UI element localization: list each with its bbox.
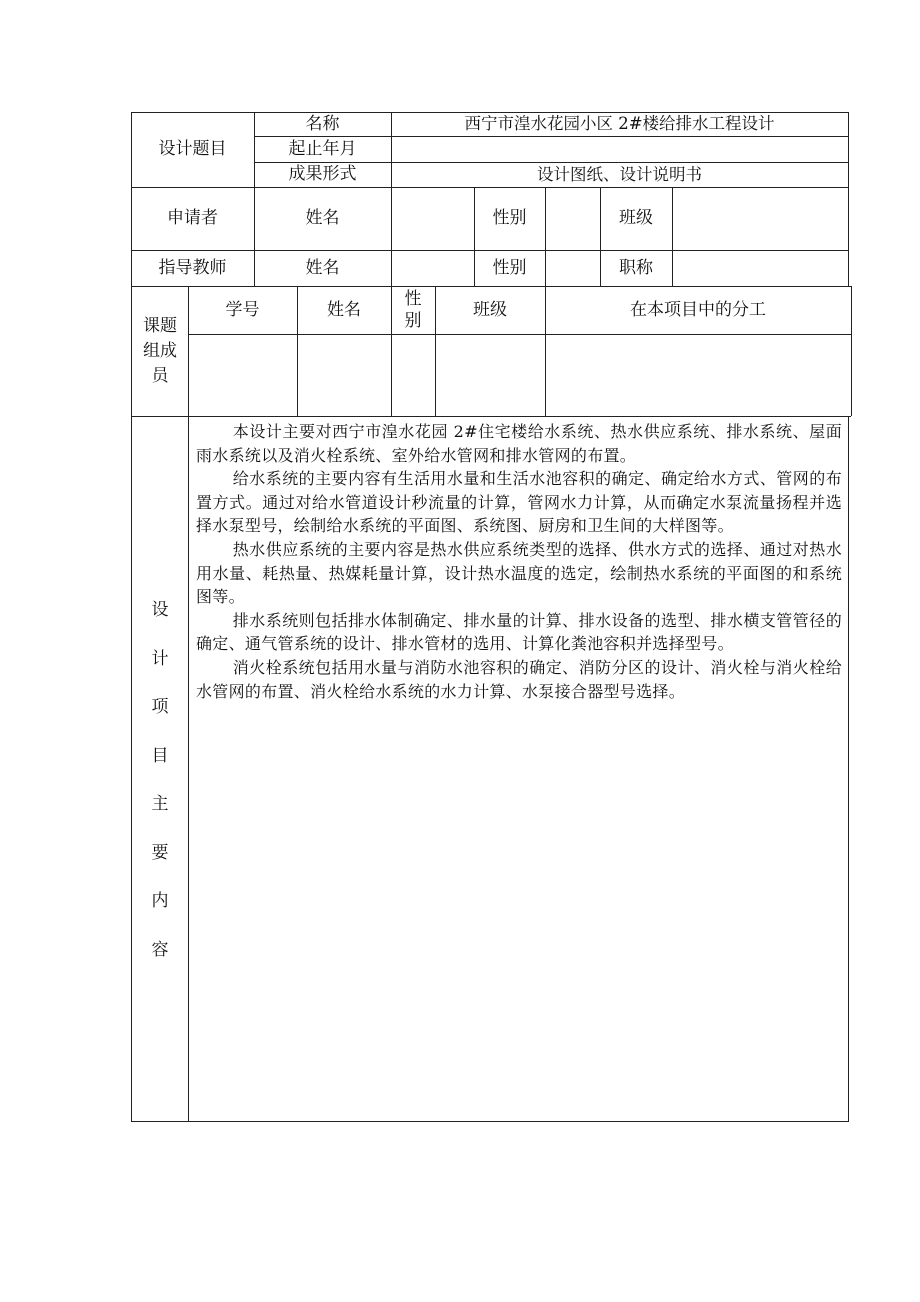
team-members-label: 课题组成员 <box>143 315 177 386</box>
col-header-class: 班级 <box>473 299 507 320</box>
label-char: 内 <box>151 891 169 911</box>
advisor-title-label: 职称 <box>619 257 653 278</box>
row-divider <box>188 334 851 335</box>
label-char: 要 <box>151 842 169 863</box>
col-header-student-id: 学号 <box>225 299 260 320</box>
advisor-label: 指导教师 <box>158 257 227 278</box>
col-divider <box>188 286 189 1122</box>
advisor-gender-value <box>545 250 600 286</box>
applicant-label: 申请者 <box>167 208 218 229</box>
label-char: 容 <box>151 939 169 960</box>
label-char: 项 <box>151 697 169 717</box>
table-border-right <box>848 416 849 1122</box>
table-border-bottom <box>131 1121 849 1122</box>
content-paragraph: 消火栓系统包括用水量与消防水池容积的确定、消防分区的设计、消火栓与消火栓给水管网的布置、消火栓给水系统的水力计算、水泵接合器型号选择。 <box>196 657 842 701</box>
name-label: 名称 <box>305 113 340 134</box>
applicant-class-label: 班级 <box>619 208 653 229</box>
advisor-title-value <box>672 250 848 286</box>
label-char: 主 <box>151 794 169 814</box>
project-name-value: 西宁市湟水花园小区 2#楼给排水工程设计 <box>464 114 775 134</box>
applicant-gender-label: 性别 <box>492 208 527 229</box>
output-label: 成果形式 <box>288 164 357 185</box>
content-paragraph: 排水系统则包括排水体制确定、排水量的计算、排水设备的选型、排水横支管管径的确定、通气管系统的设计、排水管材的选用、计算化粪池容积并选择型号。 <box>196 610 842 654</box>
applicant-class-value <box>672 187 848 250</box>
label-char: 目 <box>151 745 169 766</box>
advisor-name-label: 姓名 <box>305 257 340 278</box>
content-paragraph: 给水系统的主要内容有生活用水量和生活水池容积的确定、确定给水方式、管网的布置方式。通过对给水管道设计秒流量的计算，管网水力计算，从而确定水泵流量扬程并选择水泵型号，绘制给水系统的平面图、系统图、厨房和卫生间的大样图等。 <box>196 469 842 536</box>
applicant-name-label: 姓名 <box>305 208 340 229</box>
main-content-text <box>196 420 842 703</box>
advisor-gender-label: 性别 <box>492 257 527 278</box>
period-value <box>391 136 848 162</box>
col-header-name: 姓名 <box>327 299 361 320</box>
label-char: 设 <box>151 600 169 620</box>
row-divider <box>131 416 851 417</box>
label-char: 计 <box>151 648 169 669</box>
applicant-name-value <box>391 187 474 250</box>
table-border-right <box>848 112 849 286</box>
col-divider <box>391 286 392 416</box>
col-header-gender: 性别 <box>404 289 422 331</box>
advisor-name-value <box>391 250 474 286</box>
content-paragraph: 本设计主要对西宁市湟水花园 2#住宅楼给水系统、热水供应系统、排水系统、屋面雨水系统以及消火栓系统、室外给水管网和排水管网的布置。 <box>196 422 842 465</box>
output-value: 设计图纸、设计说明书 <box>537 164 702 184</box>
applicant-gender-value <box>545 187 600 250</box>
period-label: 起止年月 <box>288 138 357 159</box>
col-header-role: 在本项目中的分工 <box>630 299 766 320</box>
content-paragraph: 热水供应系统的主要内容是热水供应系统类型的选择、供水方式的选择、通过对热水用水量、耗热量、热媒耗量计算，设计热水温度的选定，绘制热水系统的平面图的和系统图等。 <box>196 539 842 607</box>
design-topic-label: 设计题目 <box>158 139 227 160</box>
table-border-right <box>851 286 852 416</box>
main-content-label <box>132 598 188 986</box>
